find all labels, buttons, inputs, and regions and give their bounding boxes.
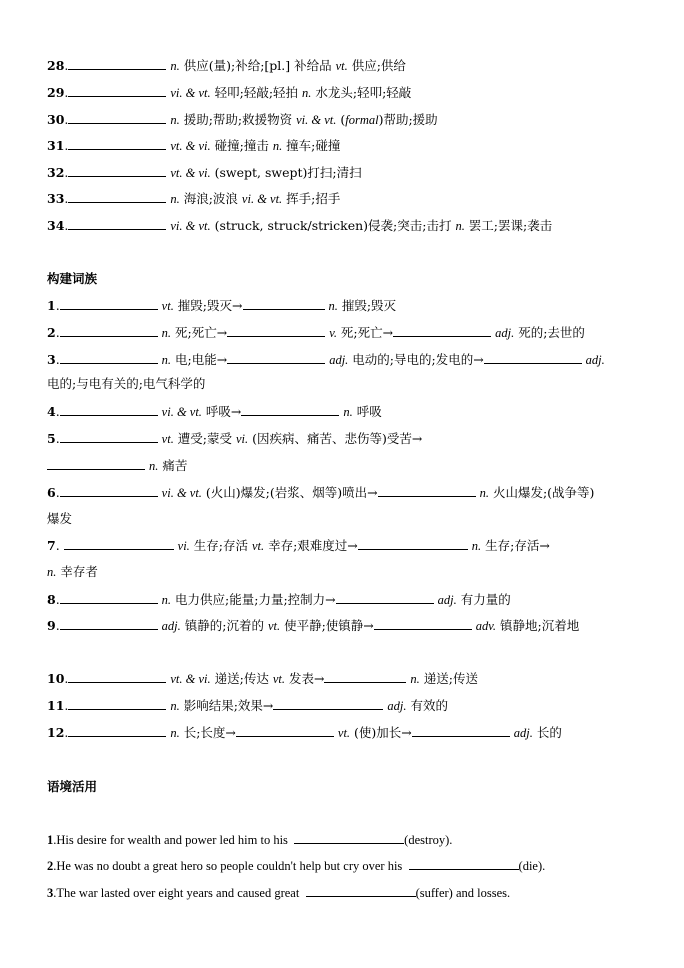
sentence-hint: (die). — [518, 859, 546, 873]
section-heading-word-family: 构建词族 — [47, 271, 98, 286]
sentence-item: 2.He was no doubt a great hero so people couldn't help but cry over his (die). — [47, 859, 546, 873]
part-of-speech: n. — [170, 113, 180, 127]
word-family-item-7: 7. vi. 生存;存活 vt. 幸存;艰难度过→ n. 生存;存活→ — [47, 538, 550, 553]
vocab-item: 31. vt. & vi. 碰撞;撞击 n. 撞车;碰撞 — [47, 138, 341, 153]
definition-text: 海浪;波浪 — [179, 191, 242, 206]
definition-text: )帮助;援助 — [378, 112, 438, 127]
part-of-speech: n. — [170, 192, 180, 206]
part-of-speech: n. — [170, 59, 180, 73]
part-of-speech: vi. & vt. — [241, 192, 283, 206]
answer-blank[interactable] — [60, 403, 158, 416]
word-family-item-4: 4. vi. & vt. 呼吸→ n. 呼吸 — [47, 404, 382, 419]
answer-blank[interactable] — [60, 297, 158, 310]
part-of-speech: vt. & vi. — [170, 166, 211, 180]
part-of-speech: formal — [345, 113, 379, 127]
item-number: 33 — [47, 191, 65, 206]
vocab-item: 34. vi. & vt. (struck, struck/stricken)侵袭;突击;击打 n. 罢工;罢课;袭击 — [47, 218, 553, 233]
answer-blank[interactable] — [412, 724, 510, 737]
answer-blank[interactable] — [64, 537, 174, 550]
part-of-speech: n. — [455, 219, 465, 233]
item-number: 1 — [47, 833, 54, 847]
answer-blank[interactable] — [68, 217, 166, 230]
answer-blank[interactable] — [68, 164, 166, 177]
answer-blank[interactable] — [393, 324, 491, 337]
answer-blank[interactable] — [374, 617, 472, 630]
answer-blank[interactable] — [68, 57, 166, 70]
definition-text: 援助;帮助;救援物资 — [179, 112, 297, 127]
answer-blank[interactable] — [60, 591, 158, 604]
answer-blank[interactable] — [243, 297, 325, 310]
answer-blank[interactable] — [60, 324, 158, 337]
answer-blank[interactable] — [68, 670, 166, 683]
part-of-speech: vt. — [335, 59, 348, 73]
item-number: 31 — [47, 138, 65, 153]
item-number: 28 — [47, 58, 65, 73]
word-family-item-11: 11. n. 影响结果;效果→ adj. 有效的 — [47, 698, 448, 713]
word-family-item-12: 12. n. 长;长度→ vt. (使)加长→ adj. 长的 — [47, 725, 562, 740]
vocab-item: 29. vi. & vt. 轻叩;轻敲;轻拍 n. 水龙头;轻叩;轻敲 — [47, 85, 412, 100]
definition-text: 轻叩;轻敲;轻拍 — [210, 85, 303, 100]
definition-text: 供应;供给 — [347, 58, 406, 73]
answer-blank[interactable] — [273, 697, 383, 710]
answer-blank[interactable] — [68, 697, 166, 710]
part-of-speech: vi. & vt. — [170, 86, 211, 100]
word-family-item-5: 5. vt. 遭受;蒙受 vi. (因疾病、痛苦、悲伤等)受苦→ — [47, 431, 423, 446]
answer-blank[interactable] — [68, 111, 166, 124]
answer-blank[interactable] — [60, 484, 158, 497]
word-family-item-3-cont: 电的;与电有关的;电气科学的 — [47, 376, 206, 391]
definition-text: ( — [336, 112, 346, 127]
answer-blank[interactable] — [60, 430, 158, 443]
part-of-speech: n. — [302, 86, 312, 100]
word-family-item-1: 1. vt. 摧毁;毁灭→ n. 摧毁;毁灭 — [47, 298, 397, 313]
word-family-item-5-cont: n. 痛苦 — [47, 457, 644, 474]
item-number: 29 — [47, 85, 65, 100]
word-family-item-7-cont: n. 幸存者 — [47, 564, 98, 579]
answer-blank[interactable] — [336, 591, 434, 604]
answer-blank[interactable] — [358, 537, 468, 550]
answer-blank[interactable] — [68, 724, 166, 737]
vocab-item: 32. vt. & vi. (swept, swept)打扫;清扫 — [47, 165, 362, 180]
item-number: 30 — [47, 112, 65, 127]
vocab-item: 28. n. 供应(量);补给;[pl.] 补给品 vt. 供应;供给 — [47, 58, 406, 73]
word-family-item-10: 10. vt. & vi. 递送;传达 vt. 发表→ n. 递送;传送 — [47, 671, 478, 686]
definition-text: (swept, swept)打扫;清扫 — [210, 165, 362, 180]
item-number: 3 — [47, 886, 54, 900]
word-family-item-9: 9. adj. 镇静的;沉着的 vt. 使平静;使镇静→ adv. 镇静地;沉着地 — [47, 618, 580, 633]
answer-blank[interactable] — [306, 884, 416, 897]
answer-blank[interactable] — [324, 670, 406, 683]
definition-text: 水龙头;轻叩;轻敲 — [311, 85, 412, 100]
part-of-speech: vi. & vt. — [170, 219, 211, 233]
answer-blank[interactable] — [60, 617, 158, 630]
vocab-item: 33. n. 海浪;波浪 vi. & vt. 挥手;招手 — [47, 191, 341, 206]
sentence-text: The war lasted over eight years and caused great — [56, 886, 300, 900]
answer-blank[interactable] — [241, 403, 339, 416]
word-family-item-6: 6. vi. & vt. (火山)爆发;(岩浆、烟等)喷出→ n. 火山爆发;(战争等) — [47, 485, 595, 500]
answer-blank[interactable] — [60, 351, 158, 364]
answer-blank[interactable] — [68, 190, 166, 203]
answer-blank[interactable] — [227, 324, 325, 337]
definition-text: 供应(量);补给;[pl.] 补给品 — [179, 58, 336, 73]
answer-blank[interactable] — [47, 457, 145, 470]
definition-text: 碰撞;撞击 — [210, 138, 273, 153]
part-of-speech: vt. & vi. — [170, 139, 211, 153]
definition-text: 罢工;罢课;袭击 — [464, 218, 553, 233]
answer-blank[interactable] — [294, 831, 404, 844]
sentence-item: 3.The war lasted over eight years and caused great (suffer) and losses. — [47, 886, 511, 900]
word-family-item-6-cont: 爆发 — [47, 511, 73, 526]
definition-text: 撞车;碰撞 — [282, 138, 341, 153]
item-number: 32 — [47, 165, 65, 180]
sentence-hint: (destroy). — [404, 833, 453, 847]
answer-blank[interactable] — [409, 857, 519, 870]
answer-blank[interactable] — [227, 351, 325, 364]
item-number: 34 — [47, 218, 65, 233]
part-of-speech: n. — [272, 139, 283, 153]
word-family-item-2: 2. n. 死;死亡→ v. 死;死亡→ adj. 死的;去世的 — [47, 325, 585, 340]
answer-blank[interactable] — [236, 724, 334, 737]
section-heading-context-use: 语境活用 — [47, 779, 98, 794]
part-of-speech: vi. & vt. — [296, 113, 337, 127]
sentence-item: 1.His desire for wealth and power led him to his (destroy). — [47, 833, 453, 847]
word-family-item-8: 8. n. 电力供应;能量;力量;控制力→ adj. 有力量的 — [47, 592, 511, 607]
sentence-hint: (suffer) and losses. — [415, 886, 511, 900]
sentence-text: He was no doubt a great hero so people couldn't help but cry over his — [56, 859, 403, 873]
vocab-item: 30. n. 援助;帮助;救援物资 vi. & vt. (formal)帮助;援助 — [47, 112, 438, 127]
answer-blank[interactable] — [378, 484, 476, 497]
sentence-text: His desire for wealth and power led him to his — [56, 833, 288, 847]
definition-text: 挥手;招手 — [282, 191, 341, 206]
answer-blank[interactable] — [484, 351, 582, 364]
answer-blank[interactable] — [68, 137, 166, 150]
answer-blank[interactable] — [68, 84, 166, 97]
word-family-item-3: 3. n. 电;电能→ adj. 电动的;导电的;发电的→ adj. — [47, 352, 605, 367]
definition-text: (struck, struck/stricken)侵袭;突击;击打 — [210, 218, 456, 233]
item-number: 2 — [47, 859, 54, 873]
